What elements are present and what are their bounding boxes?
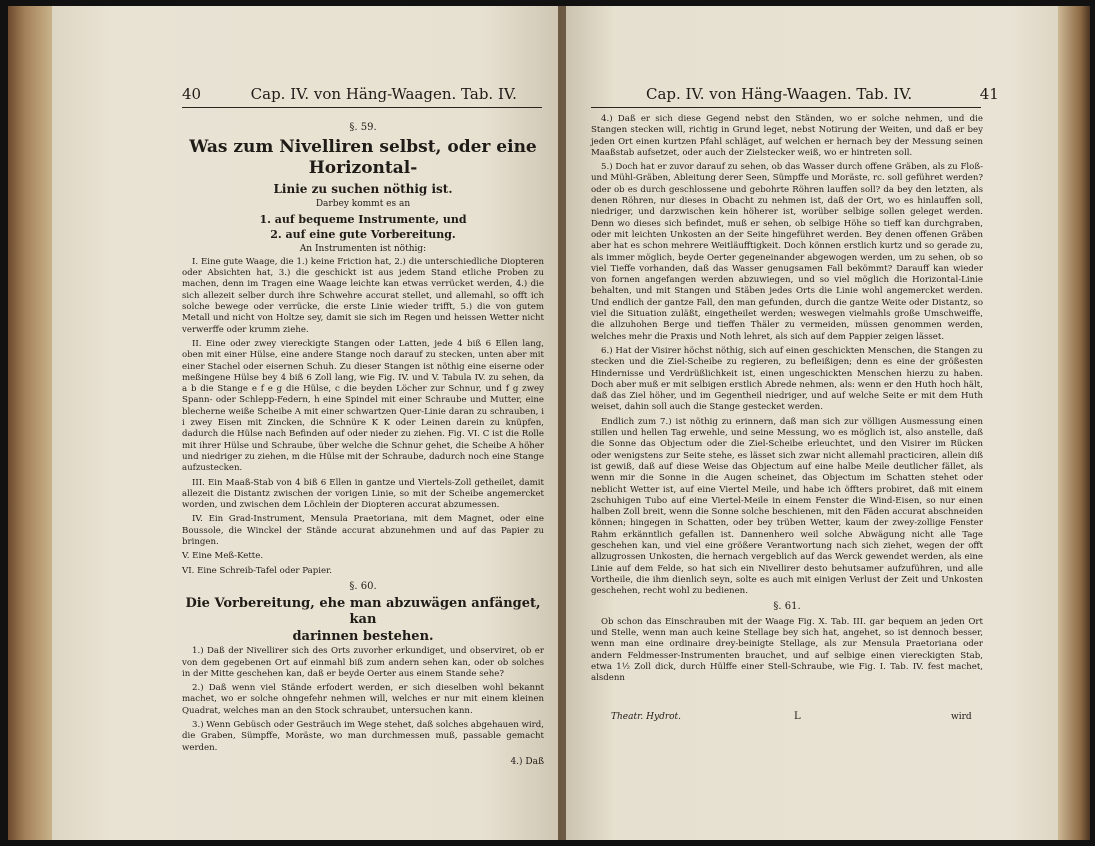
section-60-label: §. 60. (349, 580, 377, 592)
section-59-title-line2: Linie zu suchen nöthig ist. (273, 182, 453, 197)
section-61-label: §. 61. (773, 601, 801, 613)
paragraph-III: III. Ein Maaß-Stab von 4 biß 6 Ellen in gantze und Viertels-Zoll getheilet, damit allezeit die Distantz zwischen der vorigen Linie, so mit der Scheibe angemercket worden, und zwischen dem Löchlein der Diopteren accurat abzumessen. (182, 477, 544, 511)
right-page (566, 6, 1058, 840)
list-item-1: 1. auf bequeme Instrumente, und (259, 212, 467, 226)
paragraph-61: Ob schon das Einschrauben mit der Waage Fig. X. Tab. III. gar bequem an jeden Ort und Stelle, wenn man auch keine Stellage bey sich hat, angehet, so ist dennoch besser, wenn man eine ordinaire drey-beinigte Stellage, als zur Mensula Praetoriana oder andern Feldmesser-Instrumenten brauchet, und auf selbige einen viereckigten Stab, etwa 1½ Zoll dick, durch Hülffe einer Stell-Schraube, wie Fig. I. Tab. IV. fest machet, alsdenn (591, 616, 983, 684)
book-spread (8, 6, 1090, 840)
left-page-edges (8, 6, 52, 840)
left-text-block (182, 118, 544, 768)
right-page-edges (1058, 6, 1090, 840)
paragraph-5: 5.) Doch hat er zuvor darauf zu sehen, ob das Wasser durch offene Gräben, als zu Floß- und Mühl-Gräben, Ableitung derer Seen, Sümpffe und Moräste, rc. soll geführet werden? oder ob es durch geschlossene und gebohrte Röhren lauffen soll? da bey den letzten, als denen Röhren, nur dieses in Obacht zu nehmen ist, daß der Ort, wo es hinlauffen soll, niedriger, und darzwischen kein höherer ist, worüber selbige sollen geleget werden. Denn wo dieses sich befindet, muß er sehen, ob selbige Höhe so tieff kan durchgraben, oder mit leichten Unkosten an der Seite hingeführet werden. Bey denen offenen Gräben aber hat es schon mehrere Weitläufftigkeit. Doch können erstlich kurtz und so gerade zu, als immer möglich, beyde Oerter gegeneinander abgewogen werden, um zu sehen, ob so viel Tieffe vorhanden, daß das Wasser genugsamen Fall bekömmt? Darauff kan wieder von fornen angefangen werden abzuwiegen, und so viel möglich die Horizontal-Linie behalten, und mit Stangen und Stäben jedes Orts die Linie wohl angemercket werden. Und endlich der gantze Fall, den man gefunden, durch die gantze Weite oder Distantz, so viel die Situation zuläßt, eingetheilet werden; weswegen vielmahls große Umschweiffe, die allzuhohen Berge und tieffen Thäler zu vermeiden, müssen genommen werden, welches mehr die Praxis und Noth lehret, als sich auf dem Pappier zeigen lässet. (591, 162, 983, 342)
right-running-head-row (646, 84, 999, 104)
book-gutter (558, 6, 566, 840)
left-header-rule (182, 107, 542, 108)
right-page-number: 41 (979, 85, 999, 103)
paragraph-VI: VI. Eine Schreib-Tafel oder Papier. (182, 565, 332, 576)
right-catchword: wird (951, 712, 972, 722)
paragraph-6: 6.) Hat der Visirer höchst nöthig, sich auf einen geschickten Menschen, die Stangen zu stecken und die Ziel-Scheibe zu regieren, zu befleißigen; denn es eine der größesten Hindernisse und Verdrüßlichkeit ist, einen ungeschickten Menschen hierzu zu haben. Doch aber muß er mit selbigen erstlich Abrede nehmen, als: wenn er den Huth hoch hält, daß das Ziel höher, und im Gegentheil niedriger, und auf welche Seite er mit dem Huth weiset, dahin soll auch die Stange gestecket werden. (591, 345, 983, 413)
paragraph-2: 2.) Daß wenn viel Stände erfodert werden, er sich dieselben wohl bekannt machet, wo er solche ohngefehr nehmen will, welches er nur mit einem kleinen Quadrat, welches man an den Stock schraubet, untersuchen kann. (182, 683, 544, 716)
left-page-number: 40 (182, 85, 202, 103)
footer-title: Theatr. Hydrot. (611, 712, 682, 722)
right-text-block (591, 114, 983, 688)
list-item-2: 2. auf eine gute Vorbereitung. (270, 227, 456, 241)
section-59-title-line1: Was zum Nivelliren selbst, oder eine Horizontal- (189, 137, 537, 179)
paragraph-4: 4.) Daß er sich diese Gegend nebst den Ständen, wo er solche nehmen, und die Stangen stecken will, richtig in Grund leget, nebst Notirung der Weiten, und daß er bey jeden Ort einen kurtzen Pfahl schläget, auf welchen er hernach bey der Messung seinen Maaßstab aufsetzet, oder auch der Zielstecker weiß, wo er hintreten soll. (591, 114, 983, 158)
paragraph-7: Endlich zum 7.) ist nöthig zu erinnern, daß man sich zur völligen Ausmessung einen stillen und hellen Tag erwehle, und seine Messung, wo es möglich ist, also anstelle, daß die Sonne das Objectum oder die Ziel-Scheibe erleuchtet, und den Visirer im Rücken oder wenigstens zur Seite stehe, es lässet sich zwar nicht allemahl practiciren, allein diß ist gewiß, daß auf diese Weise das Objectum auf eine halbe Meile deutlicher fället, als wenn mir die Sonne in die Augen scheinet, das Objectum im Schatten stehet oder neblicht Wetter ist, auf eine Viertel Meile, und habe ich öffters probiret, daß mit einem 2schuhigen Tubo auf eine Viertel-Meile in einem Fenster die Wind-Eisen, so nur einen halben Zoll breit, wenn die Sonne solche beschienen, mit den Fäden accurat abschneiden können; hingegen in Schatten, oder bey trüben Wetter, kaum der zwey-zollige Fenster Rahm erkänntlich gefallen ist. Dannenhero weil solche Abwägung nicht alle Tage geschehen kan, und viel eine größere Verantwortung nach sich ziehet, wegen der offt allzugrossen Unkosten, die hernach vergeblich auf das Werck gewendet werden, als eine Linie auf dem Felde, so hat sich ein Nivellirer desto behutsamer aufzuführen, und alle Vortheile, die ihm dienlich seyn, solte es auch mit einigen Verlust der Zeit und Unkosten geschehen, recht wohl zu bedienen. (591, 416, 983, 597)
instruments-intro: An Instrumenten ist nöthig: (299, 243, 427, 254)
darbey-line: Darbey kommt es an (315, 199, 411, 210)
left-page (52, 6, 558, 840)
paragraph-3: 3.) Wenn Gebüsch oder Gesträuch im Wege stehet, daß solches abgehauen wird, die Graben, Sümpffe, Moräste, wo man durchmessen muß, passable gemacht werden. (182, 719, 544, 753)
left-running-head: Cap. IV. von Häng-Waagen. Tab. IV. (250, 85, 517, 103)
left-running-head-row (182, 84, 517, 104)
paragraph-I: I. Eine gute Waage, die 1.) keine Friction hat, 2.) die unterschiedliche Diopteren oder Absichten hat, 3.) die geschickt ist aus jedem Stand etliche Proben zu machen, denn im Tragen eine Waage leichte kan etwas verrücket werden, 4.) die sich allezeit selber durch ihre Schwehre accurat stellet, und allemahl, so offt ich solche bewege oder verrücke, die erste Linie wieder trifft, 5.) die von gutem Metall und nicht von Holtze sey, damit sie sich im Regen und heissen Wetter nicht verwerffe oder krumm ziehe. (182, 256, 544, 335)
paragraph-IV: IV. Ein Grad-Instrument, Mensula Praetoriana, mit dem Magnet, oder eine Boussole, die Winckel der Stände accurat abzunehmen und auf das Papier zu bringen. (182, 514, 544, 548)
paragraph-II: II. Eine oder zwey viereckigte Stangen oder Latten, jede 4 biß 6 Ellen lang, oben mit einer Hülse, eine andere Stange noch darauf zu stecken, unten aber mit einer Stachel oder eisernen Schuh. Zu dieser Stangen ist nöthig eine eiserne oder meßingene Hülse bey 4 biß 6 Zoll lang, wie Fig. IV. und V. Tabula IV. zu sehen, da a b die Stange e f e g die Hülse, c die beyden Löcher zur Schnur, und f g zwey Spann- oder Schlepp-Federn, h eine Spindel mit einer Schraube und Mutter, eine blecherne weiße Scheibe A mit einer schwartzen Quer-Linie daran zu schrauben, i i zwey Eisen mit Zincken, die Schnüre K K oder Leinen darein zu knüpfen, dadurch die Hülse nach Befinden auf oder nieder zu ziehen. Fig. VI. C ist die Rolle mit ihrer Hülse und Schraube, über welche die Schnur gehet, die Scheibe A höher und niedriger zu ziehen, m die Hülse mit der Schraube, dadurch noch eine Stange aufzustecken. (182, 338, 544, 474)
section-59-label: §. 59. (349, 122, 377, 133)
signature-mark: L (794, 711, 801, 722)
paragraph-1: 1.) Daß der Nivellirer sich des Orts zuvorher erkundiget, und observiret, ob er von dem gegebenen Ort auf einmahl biß zum andern sehen kan, oder ob solches in der Mitte geschehen kan, daß er beyde Oerter aus einem Stande sehe? (182, 646, 544, 679)
right-running-head: Cap. IV. von Häng-Waagen. Tab. IV. (646, 85, 913, 103)
right-header-rule (591, 107, 981, 108)
section-60-title-line2: darinnen bestehen. (292, 629, 434, 645)
paragraph-V: V. Eine Meß-Kette. (182, 551, 264, 562)
left-catchword: 4.) Daß (510, 756, 544, 767)
section-60-title-line1: Die Vorbereitung, ehe man abzuwägen anfänget, kan (185, 596, 541, 628)
